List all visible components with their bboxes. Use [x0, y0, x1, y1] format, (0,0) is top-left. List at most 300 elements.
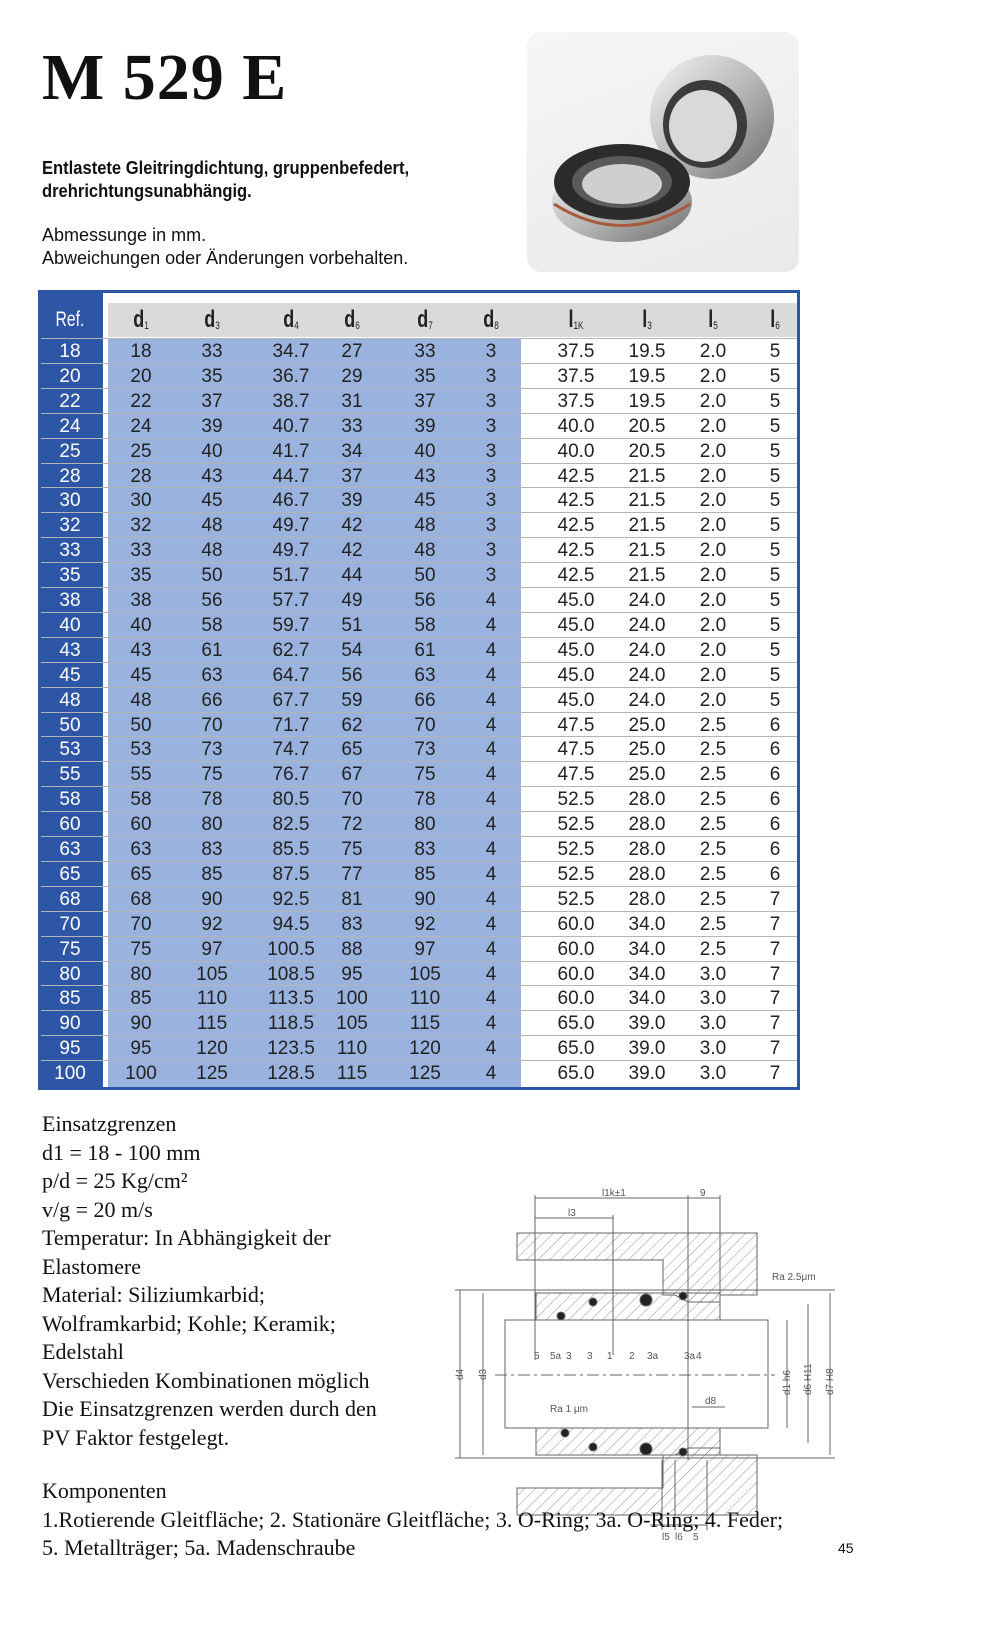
- table-cell: 5: [769, 341, 781, 362]
- header-symbol: l: [642, 306, 648, 333]
- table-cell: 52.5: [557, 839, 595, 860]
- table-cell: 34.0: [628, 988, 666, 1010]
- table-cell: 39.0: [628, 1063, 666, 1085]
- table-cell: 50: [414, 565, 436, 587]
- table-cell: 6: [769, 714, 781, 736]
- table-cell: 19.5: [628, 341, 666, 362]
- table-cell: 65.0: [557, 1063, 595, 1085]
- table-cell: 80: [201, 814, 223, 836]
- table-cell: 48: [414, 540, 436, 562]
- table-cell: 3.0: [699, 1013, 727, 1035]
- part-label: 3: [566, 1351, 572, 1362]
- ref-cell: 25: [59, 440, 81, 462]
- table-cell: 52.5: [557, 888, 595, 910]
- table-cell: 50: [130, 714, 152, 736]
- table-cell: 50: [201, 565, 223, 587]
- table-cell: 110: [196, 988, 228, 1010]
- table-cell: 34.0: [628, 963, 666, 985]
- table-cell: 6: [769, 764, 781, 786]
- limit-line: Die Einsatzgrenzen werden durch den: [42, 1396, 377, 1421]
- ref-cell: 38: [59, 590, 81, 611]
- table-cell: 34.7: [272, 341, 310, 362]
- table-cell: 2.0: [699, 365, 727, 387]
- table-cell: 3: [485, 415, 497, 437]
- description-line: drehrichtungsunabhängig.: [42, 181, 252, 201]
- table-cell: 68: [130, 888, 152, 910]
- ref-cell: 22: [59, 390, 81, 412]
- table-cell: 2.5: [699, 863, 727, 885]
- table-cell: 90: [201, 888, 223, 910]
- limit-line: Edelstahl: [42, 1339, 124, 1364]
- dimension-table: [38, 290, 800, 1090]
- table-cell: 2.5: [699, 938, 727, 960]
- ref-cell: 68: [59, 888, 81, 910]
- table-cell: 42.5: [557, 540, 595, 562]
- table-cell: 5: [769, 415, 781, 437]
- table-cell: 6: [769, 739, 781, 761]
- table-cell: 7: [769, 913, 781, 935]
- table-cell: 24: [130, 415, 152, 437]
- table-cell: 105: [196, 963, 228, 985]
- table-cell: 7: [769, 963, 781, 985]
- table-cell: 80: [130, 963, 152, 985]
- table-cell: 19.5: [628, 390, 666, 412]
- table-cell: 128.5: [267, 1063, 315, 1085]
- table-cell: 108.5: [267, 963, 315, 985]
- table-cell: 41.7: [272, 440, 310, 462]
- ref-cell: 20: [59, 365, 81, 387]
- table-cell: 5: [769, 365, 781, 387]
- ref-cell: 75: [59, 938, 81, 960]
- table-cell: 5: [769, 540, 781, 562]
- table-cell: 81: [341, 888, 363, 910]
- table-cell: 3.0: [699, 963, 727, 985]
- table-cell: 5: [769, 440, 781, 462]
- table-cell: 67.7: [272, 689, 310, 711]
- part-label: 3a: [684, 1351, 696, 1362]
- part-label: 5a: [550, 1351, 562, 1362]
- header-symbol: l: [708, 306, 714, 333]
- table-cell: 34: [341, 440, 363, 462]
- table-cell: 65: [130, 863, 152, 885]
- component-line: 5. Metallträger; 5a. Madenschraube: [42, 1535, 356, 1560]
- table-cell: 83: [341, 913, 363, 935]
- ref-cell: 40: [59, 614, 81, 636]
- table-cell: 34.0: [628, 938, 666, 960]
- header-subscript: 5: [713, 320, 718, 332]
- table-cell: 3: [485, 341, 497, 362]
- column-header: [687, 303, 740, 343]
- table-cell: 34.0: [628, 913, 666, 935]
- table-cell: 28.0: [628, 814, 666, 836]
- table-cell: 33: [341, 415, 363, 437]
- table-cell: 56: [414, 590, 436, 611]
- table-cell: 28.0: [628, 839, 666, 860]
- table-cell: 2.5: [699, 764, 727, 786]
- dim-d8: d8: [705, 1396, 717, 1407]
- table-cell: 48: [201, 515, 223, 537]
- table-cell: 20.5: [628, 440, 666, 462]
- ref-cell: 50: [59, 714, 81, 736]
- table-cell: 59.7: [272, 614, 310, 636]
- table-cell: 22: [130, 390, 152, 412]
- table-cell: 24.0: [628, 664, 666, 686]
- table-cell: 45.0: [557, 614, 595, 636]
- housing-top: [517, 1233, 757, 1302]
- ref-cell: 70: [59, 913, 81, 935]
- ref-cell: 100: [54, 1063, 86, 1085]
- limit-line: Einsatzgrenzen: [42, 1111, 177, 1136]
- table-cell: 2.5: [699, 913, 727, 935]
- table-cell: 82.5: [272, 814, 310, 836]
- header-subscript: 6: [775, 320, 780, 332]
- table-cell: 65: [341, 739, 363, 761]
- ref-cell: 53: [59, 739, 81, 761]
- table-cell: 5: [769, 515, 781, 537]
- table-cell: 20.5: [628, 415, 666, 437]
- table-cell: 4: [485, 789, 497, 811]
- table-cell: 39: [201, 415, 223, 437]
- column-header: [44, 303, 97, 337]
- table-cell: 74.7: [272, 739, 310, 761]
- column-header: [186, 303, 239, 343]
- table-cell: 72: [341, 814, 363, 836]
- table-cell: 40.7: [272, 415, 310, 437]
- part-label: 3: [587, 1351, 593, 1362]
- header-subscript: 6: [355, 320, 360, 332]
- limit-line: Wolframkarbid; Kohle; Keramik;: [42, 1310, 336, 1336]
- table-cell: 4: [485, 764, 497, 786]
- ref-cell: 30: [59, 490, 81, 512]
- limit-line: p/d = 25 Kg/cm²: [42, 1168, 188, 1193]
- table-cell: 35: [201, 365, 223, 387]
- roughness-top: Ra 2.5μm: [772, 1272, 816, 1283]
- ref-cell: 85: [59, 988, 81, 1010]
- table-cell: 57.7: [272, 590, 310, 611]
- table-cell: 120: [196, 1038, 228, 1060]
- table-cell: 85.5: [272, 839, 310, 860]
- dim-d3: d3: [478, 1368, 489, 1380]
- table-cell: 43: [201, 465, 223, 487]
- table-cell: 3: [485, 390, 497, 412]
- table-cell: 44: [341, 565, 363, 587]
- table-cell: 3.0: [699, 1038, 727, 1060]
- table-cell: 66: [414, 689, 436, 711]
- ref-cell: 63: [59, 839, 81, 860]
- table-cell: 45.0: [557, 689, 595, 711]
- table-cell: 120: [409, 1038, 441, 1060]
- dim-l5: l5: [662, 1532, 670, 1543]
- column-header: [326, 303, 379, 343]
- table-cell: 97: [414, 938, 436, 960]
- table-cell: 37.5: [557, 365, 595, 387]
- ref-cell: 18: [59, 341, 81, 362]
- shaft: [505, 1320, 768, 1428]
- ref-cell: 28: [59, 465, 81, 487]
- table-cell: 2.5: [699, 888, 727, 910]
- column-header: [465, 303, 518, 343]
- table-cell: 35: [414, 365, 436, 387]
- table-cell: 60.0: [557, 963, 595, 985]
- table-cell: 7: [769, 1038, 781, 1060]
- table-cell: 35: [130, 565, 152, 587]
- table-cell: 33: [414, 341, 436, 362]
- table-cell: 61: [414, 639, 436, 661]
- product-description: [42, 157, 409, 203]
- part-label: 4: [696, 1351, 702, 1362]
- table-cell: 77: [341, 863, 363, 885]
- table-cell: 118.5: [267, 1013, 315, 1035]
- table-cell: 70: [414, 714, 436, 736]
- limit-line: PV Faktor festgelegt.: [42, 1424, 230, 1450]
- table-cell: 4: [485, 888, 497, 910]
- table-cell: 19.5: [628, 365, 666, 387]
- table-cell: 3: [485, 465, 497, 487]
- table-cell: 51: [341, 614, 363, 636]
- table-cell: 51.7: [272, 565, 310, 587]
- table-cell: 2.0: [699, 390, 727, 412]
- table-cell: 3: [485, 540, 497, 562]
- table-cell: 29: [341, 365, 363, 387]
- page-number: 45: [838, 1540, 854, 1556]
- header-symbol: d: [204, 306, 216, 333]
- table-cell: 32: [130, 515, 152, 537]
- dim-d4: d4: [455, 1368, 466, 1380]
- table-cell: 63: [201, 664, 223, 686]
- table-cell: 28.0: [628, 888, 666, 910]
- table-cell: 2.0: [699, 540, 727, 562]
- table-cell: 18: [130, 341, 152, 362]
- table-cell: 52.5: [557, 814, 595, 836]
- table-cell: 75: [130, 938, 152, 960]
- column-header: [550, 303, 603, 343]
- dim-5: 5: [693, 1532, 699, 1543]
- table-cell: 78: [414, 789, 436, 811]
- part-label: 5: [534, 1351, 540, 1362]
- table-cell: 80.5: [272, 789, 310, 811]
- table-cell: 2.5: [699, 789, 727, 811]
- table-cell: 52.5: [557, 789, 595, 811]
- table-cell: 123.5: [267, 1038, 315, 1060]
- table-cell: 24.0: [628, 590, 666, 611]
- table-cell: 37: [414, 390, 436, 412]
- table-cell: 4: [485, 614, 497, 636]
- table-cell: 55: [130, 764, 152, 786]
- table-cell: 110: [336, 1038, 368, 1060]
- ref-cell: 35: [59, 565, 81, 587]
- product-title: M 529 E: [42, 41, 288, 114]
- table-cell: 83: [201, 839, 223, 860]
- table-cell: 70: [341, 789, 363, 811]
- header-subscript: 7: [428, 320, 433, 332]
- table-cell: 90: [414, 888, 436, 910]
- dim-l6: l6: [675, 1532, 683, 1543]
- table-cell: 46.7: [272, 490, 310, 512]
- note-line: Abweichungen oder Änderungen vorbehalten.: [42, 248, 409, 268]
- table-cell: 45.0: [557, 590, 595, 611]
- table-cell: 60: [130, 814, 152, 836]
- table-cell: 85: [201, 863, 223, 885]
- table-cell: 60.0: [557, 913, 595, 935]
- header-subscript: 1: [144, 320, 149, 332]
- table-cell: 28.0: [628, 789, 666, 811]
- table-cell: 3: [485, 440, 497, 462]
- table-cell: 62: [341, 714, 363, 736]
- table-cell: 3.0: [699, 988, 727, 1010]
- table-cell: 70: [130, 913, 152, 935]
- table-cell: 5: [769, 689, 781, 711]
- description-line: Entlastete Gleitringdichtung, gruppenbefedert,: [42, 158, 410, 178]
- table-cell: 25: [130, 440, 152, 462]
- table-cell: 125: [409, 1063, 441, 1085]
- table-cell: 21.5: [628, 515, 666, 537]
- table-cell: 43: [414, 465, 436, 487]
- table-cell: 3: [485, 490, 497, 512]
- table-cell: 37: [201, 390, 223, 412]
- table-cell: 40.0: [557, 415, 595, 437]
- table-cell: 5: [769, 490, 781, 512]
- header-symbol: d: [133, 306, 145, 333]
- ref-cell: 95: [59, 1038, 81, 1060]
- table-cell: 65.0: [557, 1038, 595, 1060]
- table-cell: 37: [341, 465, 363, 487]
- table-cell: 4: [485, 988, 497, 1010]
- dim-d6: d6 H11: [803, 1363, 814, 1395]
- table-cell: 54: [341, 639, 363, 661]
- table-cell: 2.5: [699, 814, 727, 836]
- table-cell: 115: [336, 1063, 368, 1085]
- table-cell: 70: [201, 714, 223, 736]
- table-cell: 85: [414, 863, 436, 885]
- table-cell: 25.0: [628, 739, 666, 761]
- table-cell: 2.5: [699, 739, 727, 761]
- table-cell: 7: [769, 988, 781, 1010]
- table-cell: 2.0: [699, 689, 727, 711]
- column-header: [265, 303, 318, 343]
- note-line: Abmessunge in mm.: [42, 225, 207, 245]
- table-cell: 42.5: [557, 490, 595, 512]
- table-cell: 2.0: [699, 614, 727, 636]
- table-cell: 5: [769, 614, 781, 636]
- table-cell: 47.5: [557, 714, 595, 736]
- limit-line: Material: Siliziumkarbid;: [42, 1282, 266, 1307]
- table-cell: 45: [414, 490, 436, 512]
- table-cell: 20: [130, 365, 152, 387]
- table-cell: 4: [485, 1063, 497, 1085]
- part-label: 1: [607, 1351, 613, 1362]
- table-cell: 48: [414, 515, 436, 537]
- table-cell: 87.5: [272, 863, 310, 885]
- ref-cell: 45: [59, 664, 81, 686]
- table-cell: 2.0: [699, 440, 727, 462]
- component-line: 1.Rotierende Gleitfläche; 2. Stationäre Gleitfläche; 3. O-Ring; 3a. O-Ring; 4. Feder;: [42, 1506, 784, 1532]
- table-cell: 38: [130, 590, 152, 611]
- table-cell: 113.5: [267, 988, 315, 1010]
- table-cell: 42.5: [557, 465, 595, 487]
- table-cell: 43: [130, 639, 152, 661]
- table-cell: 48: [201, 540, 223, 562]
- ref-cell: 32: [59, 515, 81, 537]
- table-cell: 39: [414, 415, 436, 437]
- table-cell: 60.0: [557, 988, 595, 1010]
- table-cell: 2.5: [699, 714, 727, 736]
- table-cell: 25.0: [628, 714, 666, 736]
- table-cell: 39.0: [628, 1013, 666, 1035]
- table-cell: 4: [485, 863, 497, 885]
- table-cell: 90: [130, 1013, 152, 1035]
- table-cell: 4: [485, 714, 497, 736]
- header-symbol: d: [283, 306, 295, 333]
- table-cell: 42: [341, 540, 363, 562]
- operating-limits: [42, 1110, 377, 1452]
- table-cell: 5: [769, 565, 781, 587]
- table-cell: 42.5: [557, 515, 595, 537]
- table-cell: 59: [341, 689, 363, 711]
- dimension-note: [42, 224, 408, 270]
- table-cell: 5: [769, 465, 781, 487]
- table-cell: 2.0: [699, 639, 727, 661]
- table-cell: 7: [769, 1063, 781, 1085]
- table-cell: 40.0: [557, 440, 595, 462]
- table-cell: 47.5: [557, 739, 595, 761]
- table-cell: 60.0: [557, 938, 595, 960]
- table-cell: 63: [130, 839, 152, 860]
- table-cell: 2.5: [699, 839, 727, 860]
- dim-l1k: l1k±1: [602, 1188, 626, 1199]
- table-cell: 2.0: [699, 565, 727, 587]
- table-cell: 40: [130, 614, 152, 636]
- table-cell: 5: [769, 664, 781, 686]
- column-header: [399, 303, 452, 343]
- table-cell: 95: [130, 1038, 152, 1060]
- table-cell: 4: [485, 689, 497, 711]
- header-subscript: 8: [494, 320, 499, 332]
- ref-cell: 24: [59, 415, 81, 437]
- ref-cell: 65: [59, 863, 81, 885]
- header-subscript: 3: [647, 320, 652, 332]
- table-cell: 33: [201, 341, 223, 362]
- table-cell: 65.0: [557, 1013, 595, 1035]
- table-cell: 83: [414, 839, 436, 860]
- table-cell: 42: [341, 515, 363, 537]
- table-cell: 100: [336, 988, 368, 1010]
- table-cell: 37.5: [557, 341, 595, 362]
- table-cell: 49: [341, 590, 363, 611]
- table-cell: 7: [769, 938, 781, 960]
- table-cell: 2.0: [699, 415, 727, 437]
- table-cell: 21.5: [628, 540, 666, 562]
- header-symbol: d: [417, 306, 429, 333]
- table-cell: 56: [201, 590, 223, 611]
- table-cell: 2.0: [699, 590, 727, 611]
- table-cell: 49.7: [272, 540, 310, 562]
- table-cell: 75: [414, 764, 436, 786]
- table-cell: 39.0: [628, 1038, 666, 1060]
- column-header: [621, 303, 674, 343]
- table-cell: 56: [341, 664, 363, 686]
- table-cell: 33: [130, 540, 152, 562]
- table-cell: 42.5: [557, 565, 595, 587]
- table-cell: 2.0: [699, 341, 727, 362]
- dim-d7: d7 H8: [825, 1368, 836, 1395]
- table-cell: 2.0: [699, 465, 727, 487]
- limit-line: Elastomere: [42, 1253, 141, 1279]
- header-symbol: d: [483, 306, 495, 333]
- table-cell: 24.0: [628, 614, 666, 636]
- table-cell: 71.7: [272, 714, 310, 736]
- table-cell: 67: [341, 764, 363, 786]
- header-symbol: l: [770, 306, 776, 333]
